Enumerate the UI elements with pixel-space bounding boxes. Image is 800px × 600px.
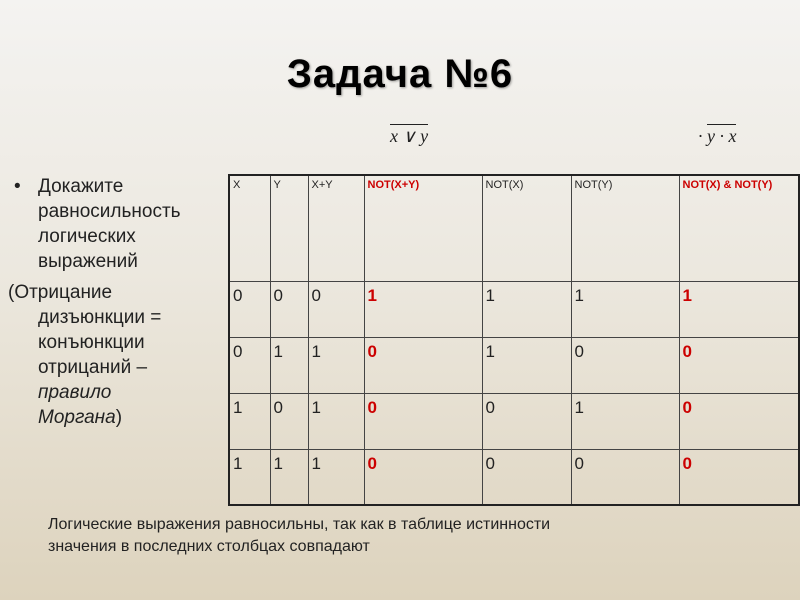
header-x-or-y: X+Y: [308, 175, 364, 281]
table-row: [229, 449, 799, 505]
table-cell: 1: [229, 449, 270, 505]
note-closing-paren: ): [115, 407, 123, 428]
task-description: [8, 174, 223, 430]
header-not-x-and-not-y: NOT(X) & NOT(Y): [679, 175, 799, 281]
table-cell: 0: [229, 337, 270, 393]
header-not-x: NOT(X): [482, 175, 571, 281]
table-cell: 1: [270, 449, 308, 505]
header-y: Y: [270, 175, 308, 281]
conclusion-line: Логические выражения равносильны, так как в таблице истинности: [48, 516, 551, 533]
table-cell: 0: [679, 337, 799, 393]
bullet-item: [8, 174, 223, 274]
header-x: X: [229, 175, 270, 281]
table-cell: 1: [308, 337, 364, 393]
table-cell: 0: [229, 281, 270, 337]
table-cell: 0: [364, 393, 482, 449]
task-line: логических: [38, 226, 136, 247]
note-line-italic: Моргана: [38, 407, 116, 428]
conclusion-text: [48, 514, 748, 558]
note-line: отрицаний –: [38, 357, 148, 378]
table-cell: 0: [571, 337, 679, 393]
table-cell: 1: [482, 337, 571, 393]
table-row: [229, 281, 799, 337]
table-cell: 0: [482, 393, 571, 449]
table-cell: 0: [364, 337, 482, 393]
table-cell: 1: [571, 393, 679, 449]
table-cell: 1: [308, 449, 364, 505]
table-cell: 1: [679, 281, 799, 337]
conclusion-line: значения в последних столбцах совпадают: [48, 538, 370, 555]
table-cell: 1: [364, 281, 482, 337]
table-row: [229, 393, 799, 449]
formula-conjunction-of-negations: [698, 126, 736, 147]
table-cell: 0: [270, 393, 308, 449]
note-line: конъюнкции: [38, 332, 145, 353]
note-line-italic: правило: [38, 382, 112, 403]
table-cell: 1: [270, 337, 308, 393]
table-cell: 0: [679, 393, 799, 449]
table-cell: 0: [571, 449, 679, 505]
note-line: дизъюнкции =: [38, 307, 162, 328]
bullet-icon: •: [14, 176, 21, 197]
de-morgan-note: [8, 280, 223, 430]
table-cell: 1: [308, 393, 364, 449]
task-line: выражений: [38, 251, 138, 272]
table-header-row: [229, 175, 799, 281]
table-row: [229, 337, 799, 393]
note-line: (Отрицание: [8, 282, 113, 303]
table-cell: 0: [308, 281, 364, 337]
table-cell: 1: [571, 281, 679, 337]
table-cell: 0: [270, 281, 308, 337]
header-not-y: NOT(Y): [571, 175, 679, 281]
table-cell: 0: [679, 449, 799, 505]
task-line: равносильность: [38, 201, 181, 222]
table-cell: 0: [482, 449, 571, 505]
truth-table: [228, 174, 800, 506]
slide-title: Задача №6: [286, 52, 514, 96]
formula-right-prefix: ·: [698, 126, 703, 146]
task-line: Докажите: [38, 176, 124, 197]
formula-not-disjunction: [390, 126, 428, 147]
formula-left-text: x ∨ y: [390, 126, 429, 146]
table-cell: 0: [364, 449, 482, 505]
formula-right-text: y · x: [707, 126, 737, 146]
header-not-x-or-y: NOT(X+Y): [364, 175, 482, 281]
table-cell: 1: [482, 281, 571, 337]
table-cell: 1: [229, 393, 270, 449]
